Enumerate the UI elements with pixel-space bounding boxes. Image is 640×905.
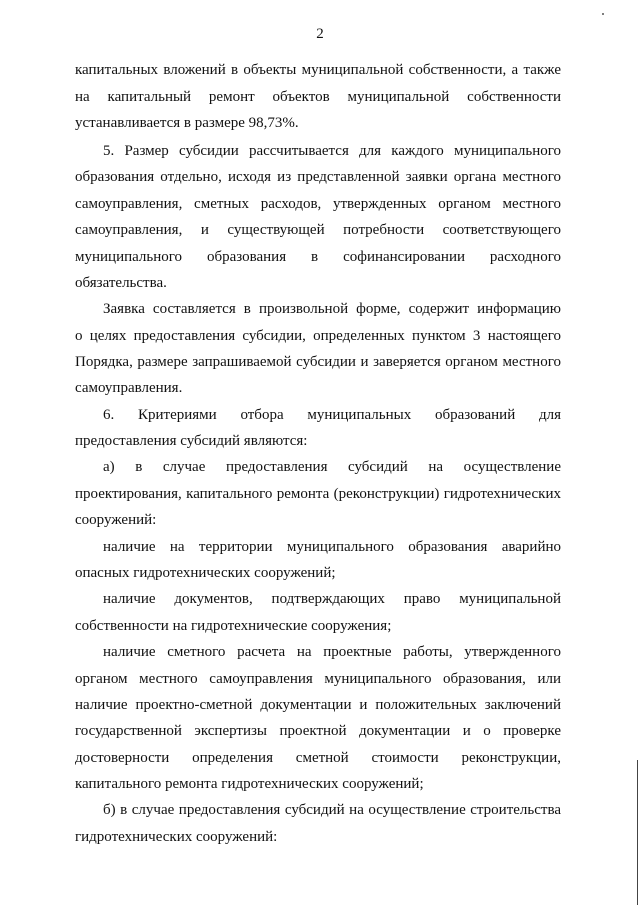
text-line: предоставления субсидий являются:: [75, 433, 308, 449]
text-line: самоуправления, и существующей потребности соответствующего: [75, 222, 561, 238]
scan-edge-line: [637, 760, 638, 905]
text-line: б) в случае предоставления субсидий на осуществление строительства: [103, 802, 561, 818]
text-line: сооружений:: [75, 512, 157, 528]
text-line: на капитальный ремонт объектов муниципальной собственности: [75, 89, 561, 105]
text-line: наличие на территории муниципального образования аварийно: [103, 539, 561, 555]
text-line: капитального ремонта гидротехнических сооружений;: [75, 776, 424, 792]
text-line: собственности на гидротехнические сооружения;: [75, 618, 392, 634]
text-line: наличие сметного расчета на проектные работы, утвержденного: [103, 644, 561, 660]
text-line: капитальных вложений в объекты муниципальной собственности, а также: [75, 62, 561, 78]
text-line: органом местного самоуправления муниципального образования, или: [75, 671, 561, 687]
text-line: наличие проектно-сметной документации и положительных заключений: [75, 697, 561, 713]
text-line: достоверности определения сметной стоимости реконструкции,: [75, 750, 561, 766]
page-number: 2: [316, 26, 324, 42]
scan-speck: [602, 13, 604, 15]
text-line: государственной экспертизы проектной документации и о проверке: [75, 723, 561, 739]
text-line: о целях предоставления субсидии, определенных пунктом 3 настоящего: [75, 328, 561, 344]
text-line: 5. Размер субсидии рассчитывается для каждого муниципального: [103, 143, 561, 159]
text-line: а) в случае предоставления субсидий на осуществление: [103, 459, 561, 475]
text-line: наличие документов, подтверждающих право муниципальной: [103, 591, 561, 607]
text-line: гидротехнических сооружений:: [75, 829, 278, 845]
text-line: самоуправления.: [75, 380, 183, 396]
text-line: муниципального образования в софинансировании расходного: [75, 249, 561, 265]
text-line: обязательства.: [75, 275, 167, 291]
text-line: опасных гидротехнических сооружений;: [75, 565, 336, 581]
text-line: Заявка составляется в произвольной форме, содержит информацию: [103, 301, 561, 317]
text-line: проектирования, капитального ремонта (реконструкции) гидротехнических: [75, 486, 561, 502]
text-line: Порядка, размере запрашиваемой субсидии и заверяется органом местного: [75, 354, 561, 370]
text-line: самоуправления, сметных расходов, утвержденных органом местного: [75, 196, 561, 212]
text-line: устанавливается в размере 98,73%.: [75, 115, 299, 131]
text-line: 6. Критериями отбора муниципальных образований для: [103, 407, 561, 423]
text-line: образования отдельно, исходя из представленной заявки органа местного: [75, 169, 561, 185]
